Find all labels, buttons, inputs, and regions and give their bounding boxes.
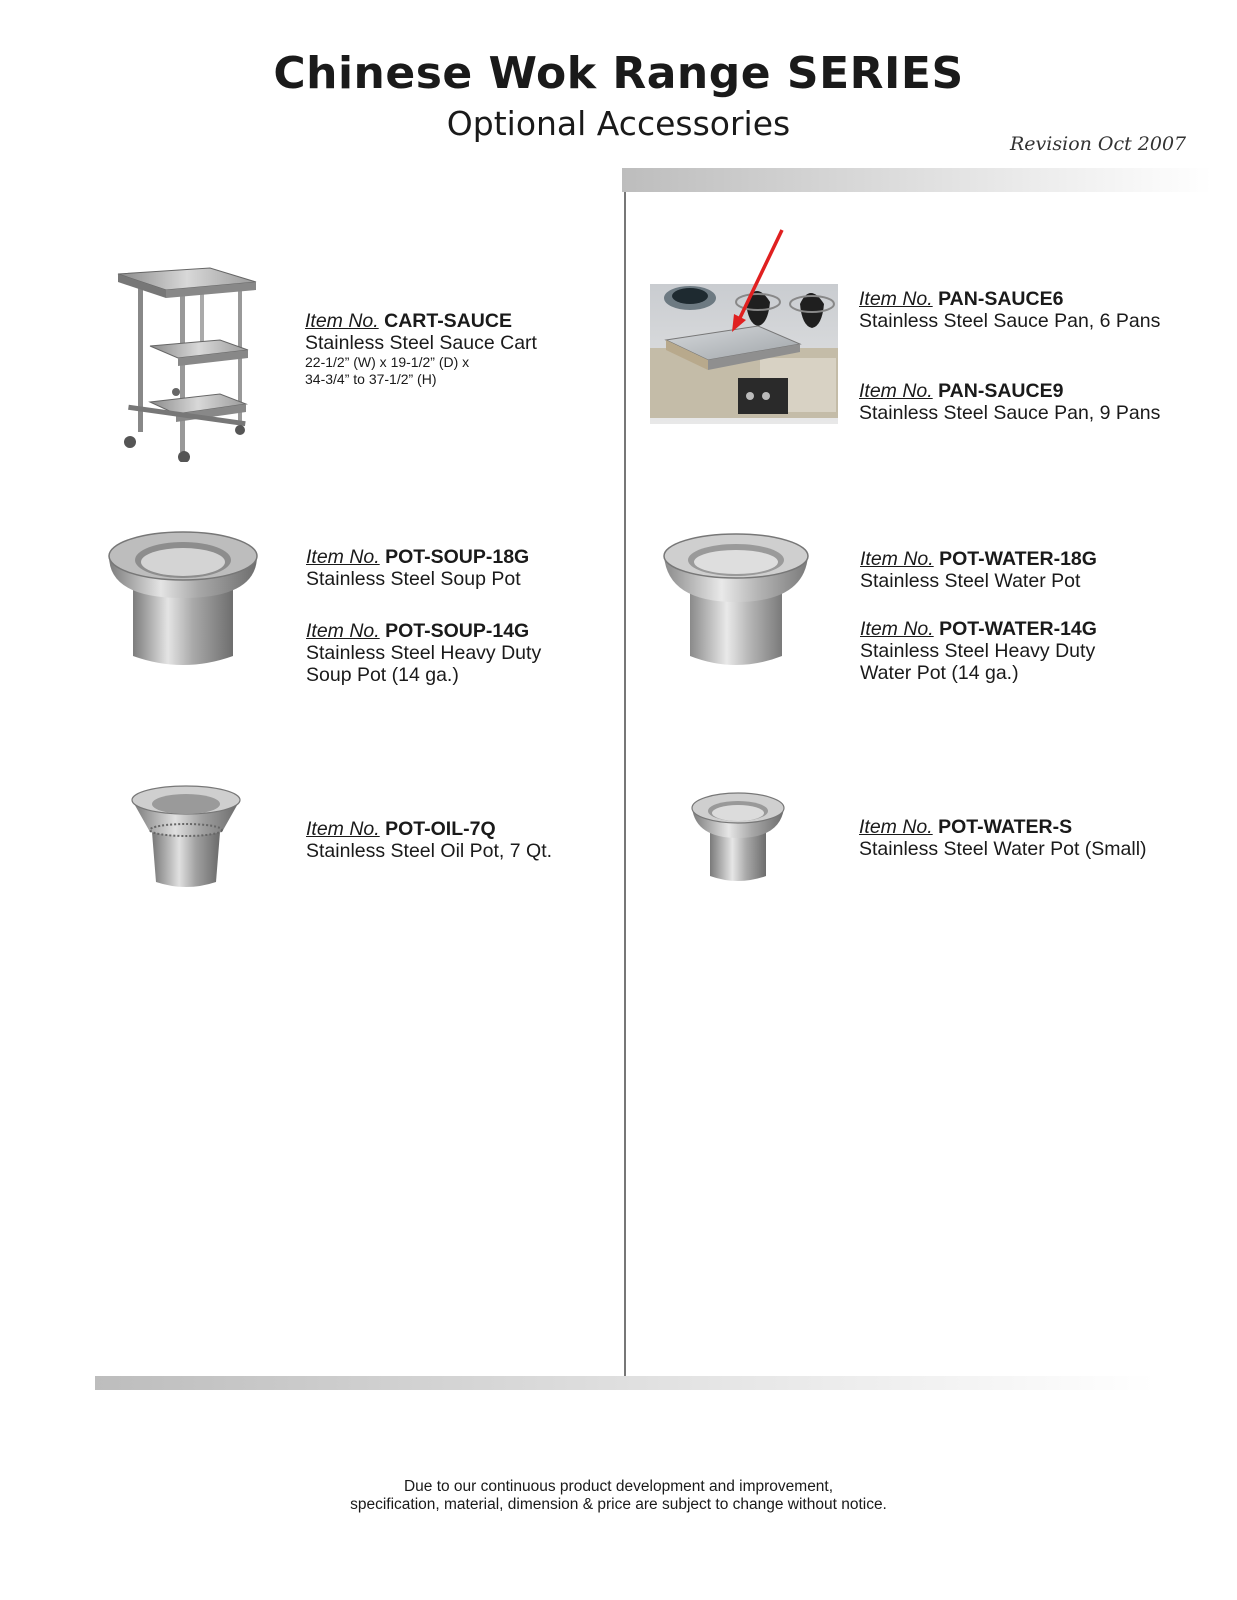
item-description: Stainless Steel Soup Pot — [306, 568, 521, 590]
item-number-label: Item No. — [860, 548, 934, 570]
item-number-label: Item No. — [859, 816, 933, 838]
item-description: Stainless Steel Water Pot — [860, 570, 1081, 592]
item-description: Stainless Steel Heavy Duty — [860, 640, 1096, 662]
item-number-label: Item No. — [306, 818, 380, 840]
item-pan-sauce9 — [859, 380, 1160, 424]
item-dimensions: 34-3/4” to 37-1/2” (H) — [305, 371, 437, 387]
item-code: POT-WATER-S — [938, 816, 1073, 838]
oil-pot-image — [130, 782, 242, 894]
item-code: POT-WATER-18G — [939, 548, 1097, 570]
item-cart-sauce — [305, 310, 537, 388]
revision-note: Revision Oct 2007 — [1010, 133, 1187, 155]
item-description: Stainless Steel Water Pot (Small) — [859, 838, 1147, 860]
item-description: Water Pot (14 ga.) — [860, 662, 1019, 684]
item-code: POT-SOUP-14G — [385, 620, 530, 642]
item-pot-water-14g — [860, 618, 1097, 684]
small-water-pot-image — [690, 788, 790, 888]
item-code: POT-SOUP-18G — [385, 546, 530, 568]
item-number-label: Item No. — [859, 380, 933, 402]
item-number-label: Item No. — [860, 618, 934, 640]
item-dimensions: 22-1/2” (W) x 19-1/2” (D) x — [305, 354, 470, 370]
item-code: CART-SAUCE — [384, 310, 512, 332]
page-subtitle: Optional Accessories — [446, 104, 791, 143]
item-code: PAN-SAUCE9 — [938, 380, 1064, 402]
sauce-cart-image — [110, 262, 260, 462]
item-pot-soup-18g — [306, 546, 529, 590]
item-description: Stainless Steel Sauce Pan, 9 Pans — [859, 402, 1161, 424]
item-number-label: Item No. — [305, 310, 379, 332]
water-pot-image — [660, 528, 810, 678]
wok-range-sauce-pan-image — [650, 228, 845, 428]
footer-line: Due to our continuous product development and improvement, — [403, 1478, 834, 1495]
item-code: POT-WATER-14G — [939, 618, 1097, 640]
item-number-label: Item No. — [306, 546, 380, 568]
item-pan-sauce6 — [859, 288, 1160, 332]
footer-disclaimer — [0, 1478, 1237, 1514]
item-description: Soup Pot (14 ga.) — [306, 664, 459, 686]
item-description: Stainless Steel Oil Pot, 7 Qt. — [306, 840, 553, 862]
item-description: Stainless Steel Sauce Pan, 6 Pans — [859, 310, 1161, 332]
soup-pot-image — [105, 526, 263, 676]
item-description: Stainless Steel Heavy Duty — [306, 642, 542, 664]
item-pot-water-s — [859, 816, 1147, 860]
item-number-label: Item No. — [306, 620, 380, 642]
item-description: Stainless Steel Sauce Cart — [305, 332, 537, 354]
item-pot-water-18g — [860, 548, 1097, 592]
top-gradient-bar — [622, 168, 1212, 192]
bottom-gradient-bar — [95, 1376, 1155, 1390]
column-divider — [624, 192, 626, 1376]
item-code: PAN-SAUCE6 — [938, 288, 1064, 310]
item-number-label: Item No. — [859, 288, 933, 310]
item-pot-soup-14g — [306, 620, 541, 686]
footer-line: specification, material, dimension & price are subject to change without notice. — [350, 1496, 887, 1513]
page-title: Chinese Wok Range SERIES — [273, 48, 964, 99]
item-code: POT-OIL-7Q — [385, 818, 496, 840]
item-pot-oil-7q — [306, 818, 552, 862]
